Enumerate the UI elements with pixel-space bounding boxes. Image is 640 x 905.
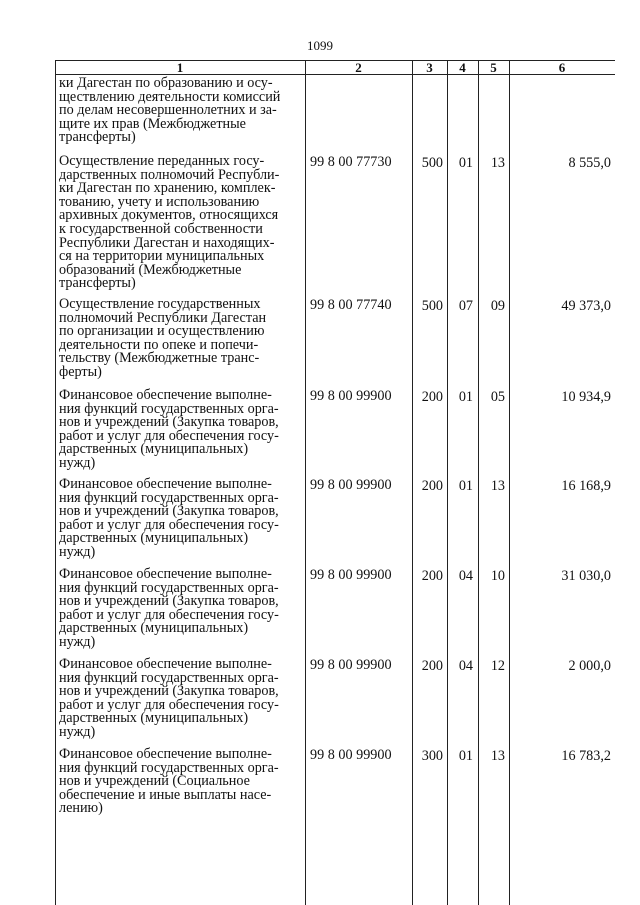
row-col-4: 01 <box>458 155 473 171</box>
row-amount: 49 373,0 <box>561 298 611 314</box>
row-col-3: 500 <box>421 155 443 171</box>
row-col-4: 01 <box>458 478 473 494</box>
header-col-5: 5 <box>490 60 497 75</box>
row-amount: 31 030,0 <box>561 568 611 584</box>
row-amount: 16 783,2 <box>561 748 611 764</box>
header-col-3: 3 <box>426 60 433 75</box>
row-description: Финансовое обеспечение выполне- ния функций государственных орга- нов и учреждений (Закупка товаров, работ и услуг для обеспечения госу- дарственных (муниципальных) нужд) <box>59 476 279 560</box>
row-description: ки Дагестан по образованию и осу- ществлению деятельности комиссий по делам несовершеннолетних и за- щите их прав (Межбюджетные трансферты) <box>59 75 281 146</box>
column-rule <box>478 60 479 905</box>
row-col-5: 13 <box>490 748 505 764</box>
row-col-4: 07 <box>458 298 473 314</box>
row-amount: 2 000,0 <box>568 658 611 674</box>
row-col-3: 500 <box>421 298 443 314</box>
row-code: 99 8 00 77740 <box>310 297 392 313</box>
row-code: 99 8 00 99900 <box>310 567 392 583</box>
page-number: 1099 <box>307 38 333 53</box>
row-col-3: 300 <box>421 748 443 764</box>
row-code: 99 8 00 77730 <box>310 154 392 170</box>
column-rule <box>55 60 56 905</box>
header-col-6: 6 <box>558 60 566 75</box>
row-col-3: 200 <box>421 658 443 674</box>
header-col-1: 1 <box>176 60 184 75</box>
row-col-5: 12 <box>490 658 505 674</box>
row-col-3: 200 <box>421 568 443 584</box>
row-col-4: 01 <box>458 389 473 405</box>
header-col-2: 2 <box>355 60 362 75</box>
row-col-4: 01 <box>458 748 473 764</box>
row-amount: 16 168,9 <box>561 478 611 494</box>
row-amount: 8 555,0 <box>568 155 611 171</box>
row-col-4: 04 <box>458 658 473 674</box>
row-description: Осуществление переданных госу- дарственных полномочий Республи- ки Дагестан по хранению, комплек- тованию, учету и использованию архивных документов, относящихся к государственной собственности Республики Дагестан и находящих- ся на территории муниципальных образований (Межбюджетные трансферты) <box>59 153 280 292</box>
row-col-5: 10 <box>490 568 505 584</box>
row-description: Финансовое обеспечение выполне- ния функций государственных орга- нов и учреждений (Закупка товаров, работ и услуг для обеспечения госу- дарственных (муниципальных) нужд) <box>59 566 279 650</box>
row-description: Финансовое обеспечение выполне- ния функций государственных орга- нов и учреждений (Социальное обеспечение и иные выплаты насе- лению) <box>59 746 279 817</box>
row-description: Финансовое обеспечение выполне- ния функций государственных орга- нов и учреждений (Закупка товаров, работ и услуг для обеспечения госу- дарственных (муниципальных) нужд) <box>59 387 279 471</box>
row-code: 99 8 00 99900 <box>310 747 392 763</box>
column-rule <box>305 60 306 905</box>
row-col-3: 200 <box>421 389 443 405</box>
column-rule <box>509 60 510 905</box>
row-code: 99 8 00 99900 <box>310 388 392 404</box>
header-col-4: 4 <box>459 60 466 75</box>
row-col-5: 09 <box>490 298 505 314</box>
row-code: 99 8 00 99900 <box>310 657 392 673</box>
row-col-5: 13 <box>490 155 505 171</box>
row-col-5: 13 <box>490 478 505 494</box>
budget-table <box>55 60 615 905</box>
row-amount: 10 934,9 <box>561 389 611 405</box>
row-description: Финансовое обеспечение выполне- ния функций государственных орга- нов и учреждений (Закупка товаров, работ и услуг для обеспечения госу- дарственных (муниципальных) нужд) <box>59 656 279 740</box>
row-code: 99 8 00 99900 <box>310 477 392 493</box>
column-rule <box>447 60 448 905</box>
row-description: Осуществление государственных полномочий Республики Дагестан по организации и осуществлению деятельности по опеке и попечи- тельству (Межбюджетные транс- ферты) <box>59 296 267 380</box>
row-col-5: 05 <box>490 389 505 405</box>
row-col-4: 04 <box>458 568 473 584</box>
row-col-3: 200 <box>421 478 443 494</box>
